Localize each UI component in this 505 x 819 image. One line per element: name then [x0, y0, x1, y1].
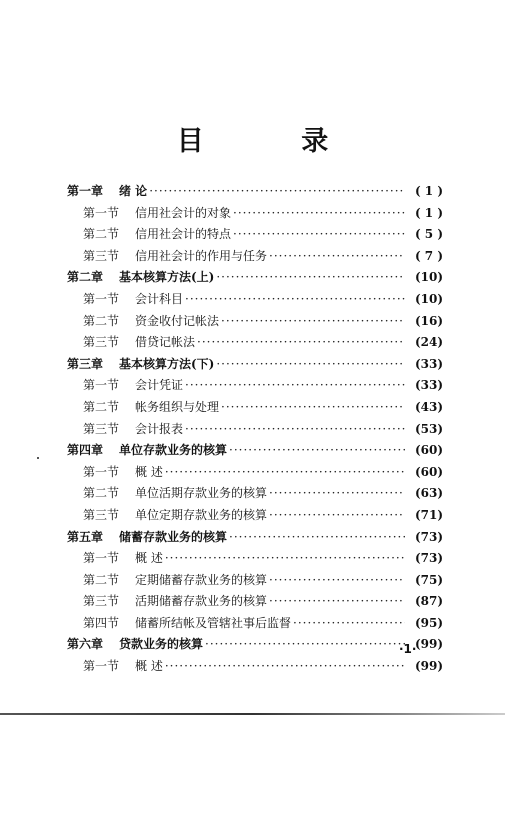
- toc-leader-dots: [269, 246, 405, 268]
- toc-section-entry: [67, 548, 443, 570]
- toc-entry-label: 第一节: [83, 659, 120, 674]
- toc-section-entry: [67, 289, 443, 311]
- toc-entry-label: 第三节: [83, 594, 120, 609]
- toc-section-entry: [67, 311, 443, 333]
- toc-entry-title: 储蓄所结帐及管辖社事后监督: [135, 615, 292, 630]
- toc-entry-label: 第一节: [83, 551, 120, 566]
- toc-entry-label: 第二节: [83, 399, 120, 414]
- toc-entry-title: 活期储蓄存款业务的核算: [135, 594, 268, 609]
- toc-entry-page: (99): [414, 637, 443, 652]
- toc-leader-dots: [269, 483, 405, 505]
- toc-entry-title: 单位存款业务的核算: [119, 443, 228, 458]
- toc-entry-label: 第二节: [83, 313, 120, 328]
- toc-entry-page: (99): [414, 659, 443, 674]
- toc-leader-dots: [165, 656, 405, 678]
- toc-section-entry: [67, 505, 443, 527]
- toc-entry-title: 概 述: [135, 659, 163, 674]
- toc-entry-label: 第四章: [67, 443, 104, 458]
- toc-entry-title: 基本核算方法(下): [119, 356, 215, 371]
- toc-leader-dots: [229, 527, 405, 549]
- toc-entry-title: 会计科目: [135, 291, 184, 306]
- toc-entry-title: 帐务组织与处理: [135, 399, 220, 414]
- toc-leader-dots: [185, 289, 405, 311]
- toc-entry-title: 概 述: [135, 551, 163, 566]
- toc-entry-title: 信用社会计的作用与任务: [135, 248, 268, 263]
- toc-entry-page: ( 1 ): [414, 184, 443, 198]
- toc-entry-title: 单位定期存款业务的核算: [135, 507, 268, 522]
- toc-leader-dots: [165, 548, 405, 570]
- toc-leader-dots: [185, 419, 405, 441]
- toc-leader-dots: [221, 311, 405, 333]
- toc-entry-label: 第六章: [67, 637, 104, 652]
- toc-entry-page: (43): [414, 399, 443, 414]
- toc-entry-page: (10): [414, 291, 443, 306]
- toc-entry-page: (73): [414, 551, 443, 566]
- toc-entry-page: (53): [414, 421, 443, 436]
- toc-section-entry: [67, 224, 443, 246]
- toc-entry-page: (73): [414, 529, 443, 544]
- toc-entry-page: (16): [414, 313, 443, 328]
- toc-section-entry: [67, 419, 443, 441]
- toc-entry-label: 第一章: [67, 184, 104, 198]
- toc-entry-page: (33): [414, 356, 443, 371]
- scan-edge-rule: [0, 713, 505, 715]
- toc-chapter-entry: [67, 440, 443, 462]
- toc-entry-label: 第四节: [83, 615, 120, 630]
- toc-section-entry: [67, 613, 443, 635]
- toc-section-entry: [67, 462, 443, 484]
- scan-speck: [37, 457, 39, 459]
- toc-entry-page: ( 5 ): [414, 227, 443, 242]
- toc-entry-page: (24): [414, 335, 443, 350]
- toc-entry-label: 第一节: [83, 464, 120, 479]
- toc-entry-page: (87): [414, 594, 443, 609]
- toc-leader-dots: [197, 332, 405, 354]
- toc-entry-label: 第三节: [83, 248, 120, 263]
- toc-leader-dots: [216, 354, 405, 376]
- toc-leader-dots: [269, 570, 405, 592]
- toc-section-entry: [67, 246, 443, 268]
- toc-entry-title: 绪 论: [119, 184, 148, 198]
- toc-entry-title: 资金收付记帐法: [135, 313, 220, 328]
- toc-leader-dots: [205, 634, 405, 656]
- toc-chapter-entry: [67, 267, 443, 289]
- toc-section-entry: [67, 483, 443, 505]
- toc-chapter-entry: [67, 181, 443, 203]
- toc-section-entry: [67, 656, 443, 678]
- toc-entry-title: 基本核算方法(上): [119, 270, 215, 285]
- toc-entry-page: (95): [414, 615, 443, 630]
- toc-entry-page: (60): [414, 443, 443, 458]
- toc-chapter-entry: [67, 634, 443, 656]
- toc-entry-title: 概 述: [135, 464, 163, 479]
- toc-section-entry: [67, 591, 443, 613]
- toc-entry-page: ( 1 ): [414, 205, 443, 220]
- toc-chapter-entry: [67, 354, 443, 376]
- toc-leader-dots: [233, 203, 405, 225]
- toc-leader-dots: [165, 462, 405, 484]
- toc-entry-page: (75): [414, 572, 443, 587]
- toc-entry-page: ( 7 ): [414, 248, 443, 263]
- toc-entry-page: (33): [414, 378, 443, 393]
- toc-entry-title: 借贷记帐法: [135, 335, 196, 350]
- toc-entry-page: (10): [414, 270, 443, 285]
- toc-entry-title: 储蓄存款业务的核算: [119, 529, 228, 544]
- toc-leader-dots: [269, 591, 405, 613]
- toc-entry-label: 第三章: [67, 356, 104, 371]
- toc-entry-label: 第三节: [83, 421, 120, 436]
- toc-leader-dots: [221, 397, 405, 419]
- toc-entry-page: (60): [414, 464, 443, 479]
- toc-entry-label: 第一节: [83, 378, 120, 393]
- toc-leader-dots: [149, 181, 405, 203]
- toc-entry-label: 第二章: [67, 270, 104, 285]
- toc-entry-title: 贷款业务的核算: [119, 637, 204, 652]
- toc-section-entry: [67, 332, 443, 354]
- toc-entry-label: 第二节: [83, 227, 120, 242]
- table-of-contents: [67, 181, 443, 678]
- toc-leader-dots: [269, 505, 405, 527]
- page-number: ·1·: [399, 642, 417, 656]
- toc-entry-title: 定期储蓄存款业务的核算: [135, 572, 268, 587]
- toc-entry-title: 信用社会计的对象: [135, 205, 232, 220]
- toc-entry-label: 第五章: [67, 529, 104, 544]
- toc-entry-label: 第三节: [83, 507, 120, 522]
- toc-entry-page: (71): [414, 507, 443, 522]
- toc-leader-dots: [229, 440, 405, 462]
- toc-entry-title: 单位活期存款业务的核算: [135, 486, 268, 501]
- toc-leader-dots: [293, 613, 405, 635]
- toc-entry-page: (63): [414, 486, 443, 501]
- toc-title: 目 录: [176, 126, 373, 157]
- toc-section-entry: [67, 203, 443, 225]
- toc-entry-label: 第一节: [83, 291, 120, 306]
- toc-section-entry: [67, 570, 443, 592]
- toc-entry-title: 会计报表: [135, 421, 184, 436]
- toc-section-entry: [67, 397, 443, 419]
- toc-entry-label: 第三节: [83, 335, 120, 350]
- toc-entry-title: 信用社会计的特点: [135, 227, 232, 242]
- toc-entry-label: 第一节: [83, 205, 120, 220]
- toc-leader-dots: [216, 267, 405, 289]
- toc-entry-label: 第二节: [83, 572, 120, 587]
- toc-entry-title: 会计凭证: [135, 378, 184, 393]
- toc-chapter-entry: [67, 527, 443, 549]
- toc-section-entry: [67, 375, 443, 397]
- toc-entry-label: 第二节: [83, 486, 120, 501]
- toc-leader-dots: [185, 375, 405, 397]
- toc-leader-dots: [233, 224, 405, 246]
